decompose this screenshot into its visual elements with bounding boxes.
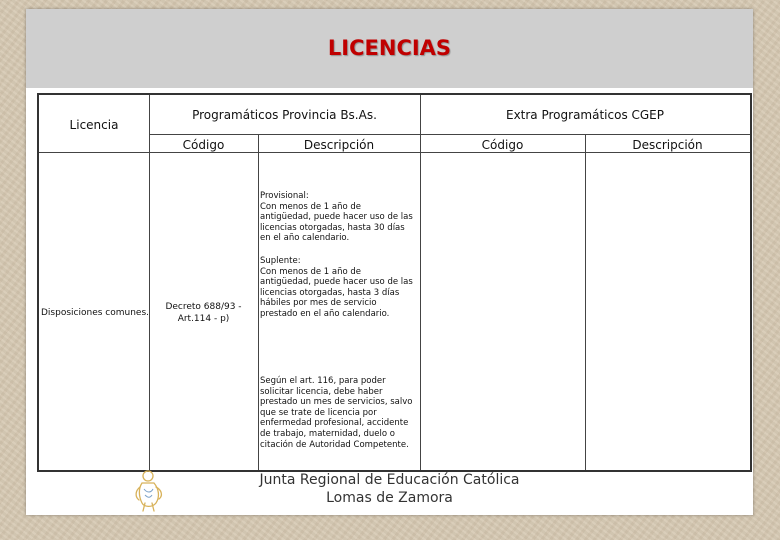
row-licencia: Disposiciones comunes. <box>41 308 149 318</box>
title-band <box>26 9 753 88</box>
header-bottom-line <box>39 152 750 153</box>
footer-location: Lomas de Zamora <box>326 490 453 506</box>
header-codigo: Código <box>182 138 225 152</box>
slide <box>26 9 753 515</box>
header-extra-programaticos: Extra Programáticos CGEP <box>505 108 664 122</box>
descripcion-suplente: Suplente: Con menos de 1 año de antigüedad, puede hacer uso de las licencias otorgadas, hasta 3 días hábiles por mes de servicio prestado en el año calendario. <box>260 256 413 319</box>
descripcion-requisito: Según el art. 116, para poder solicitar licencia, debe haber prestado un mes de servicios, salvo que se trate de licencia por enfermedad profesional, accidente de trabajo, maternidad, duelo o citación de Autoridad Competente. <box>260 376 413 450</box>
page-title: LICENCIAS <box>327 36 452 60</box>
licencias-table <box>37 93 752 472</box>
header-descripcion: Descripción <box>303 138 375 152</box>
row-codigo: Decreto 688/93 - Art.114 - p) <box>165 302 242 324</box>
footer-institution: Junta Regional de Educación Católica <box>259 472 520 488</box>
header-programaticos: Programáticos Provincia Bs.As. <box>192 108 377 122</box>
header-licencia: Licencia <box>69 118 119 132</box>
column-divider <box>258 134 259 470</box>
header-descripcion-extra: Descripción <box>632 138 703 152</box>
column-divider <box>585 134 586 470</box>
figure-logo-icon <box>132 467 166 513</box>
header-divider <box>149 134 750 135</box>
header-codigo-extra: Código <box>481 138 524 152</box>
descripcion-provisional: Provisional: Con menos de 1 año de antigüedad, puede hacer uso de las licencias otorgadas, hasta 30 días en el año calendario. <box>260 191 413 244</box>
